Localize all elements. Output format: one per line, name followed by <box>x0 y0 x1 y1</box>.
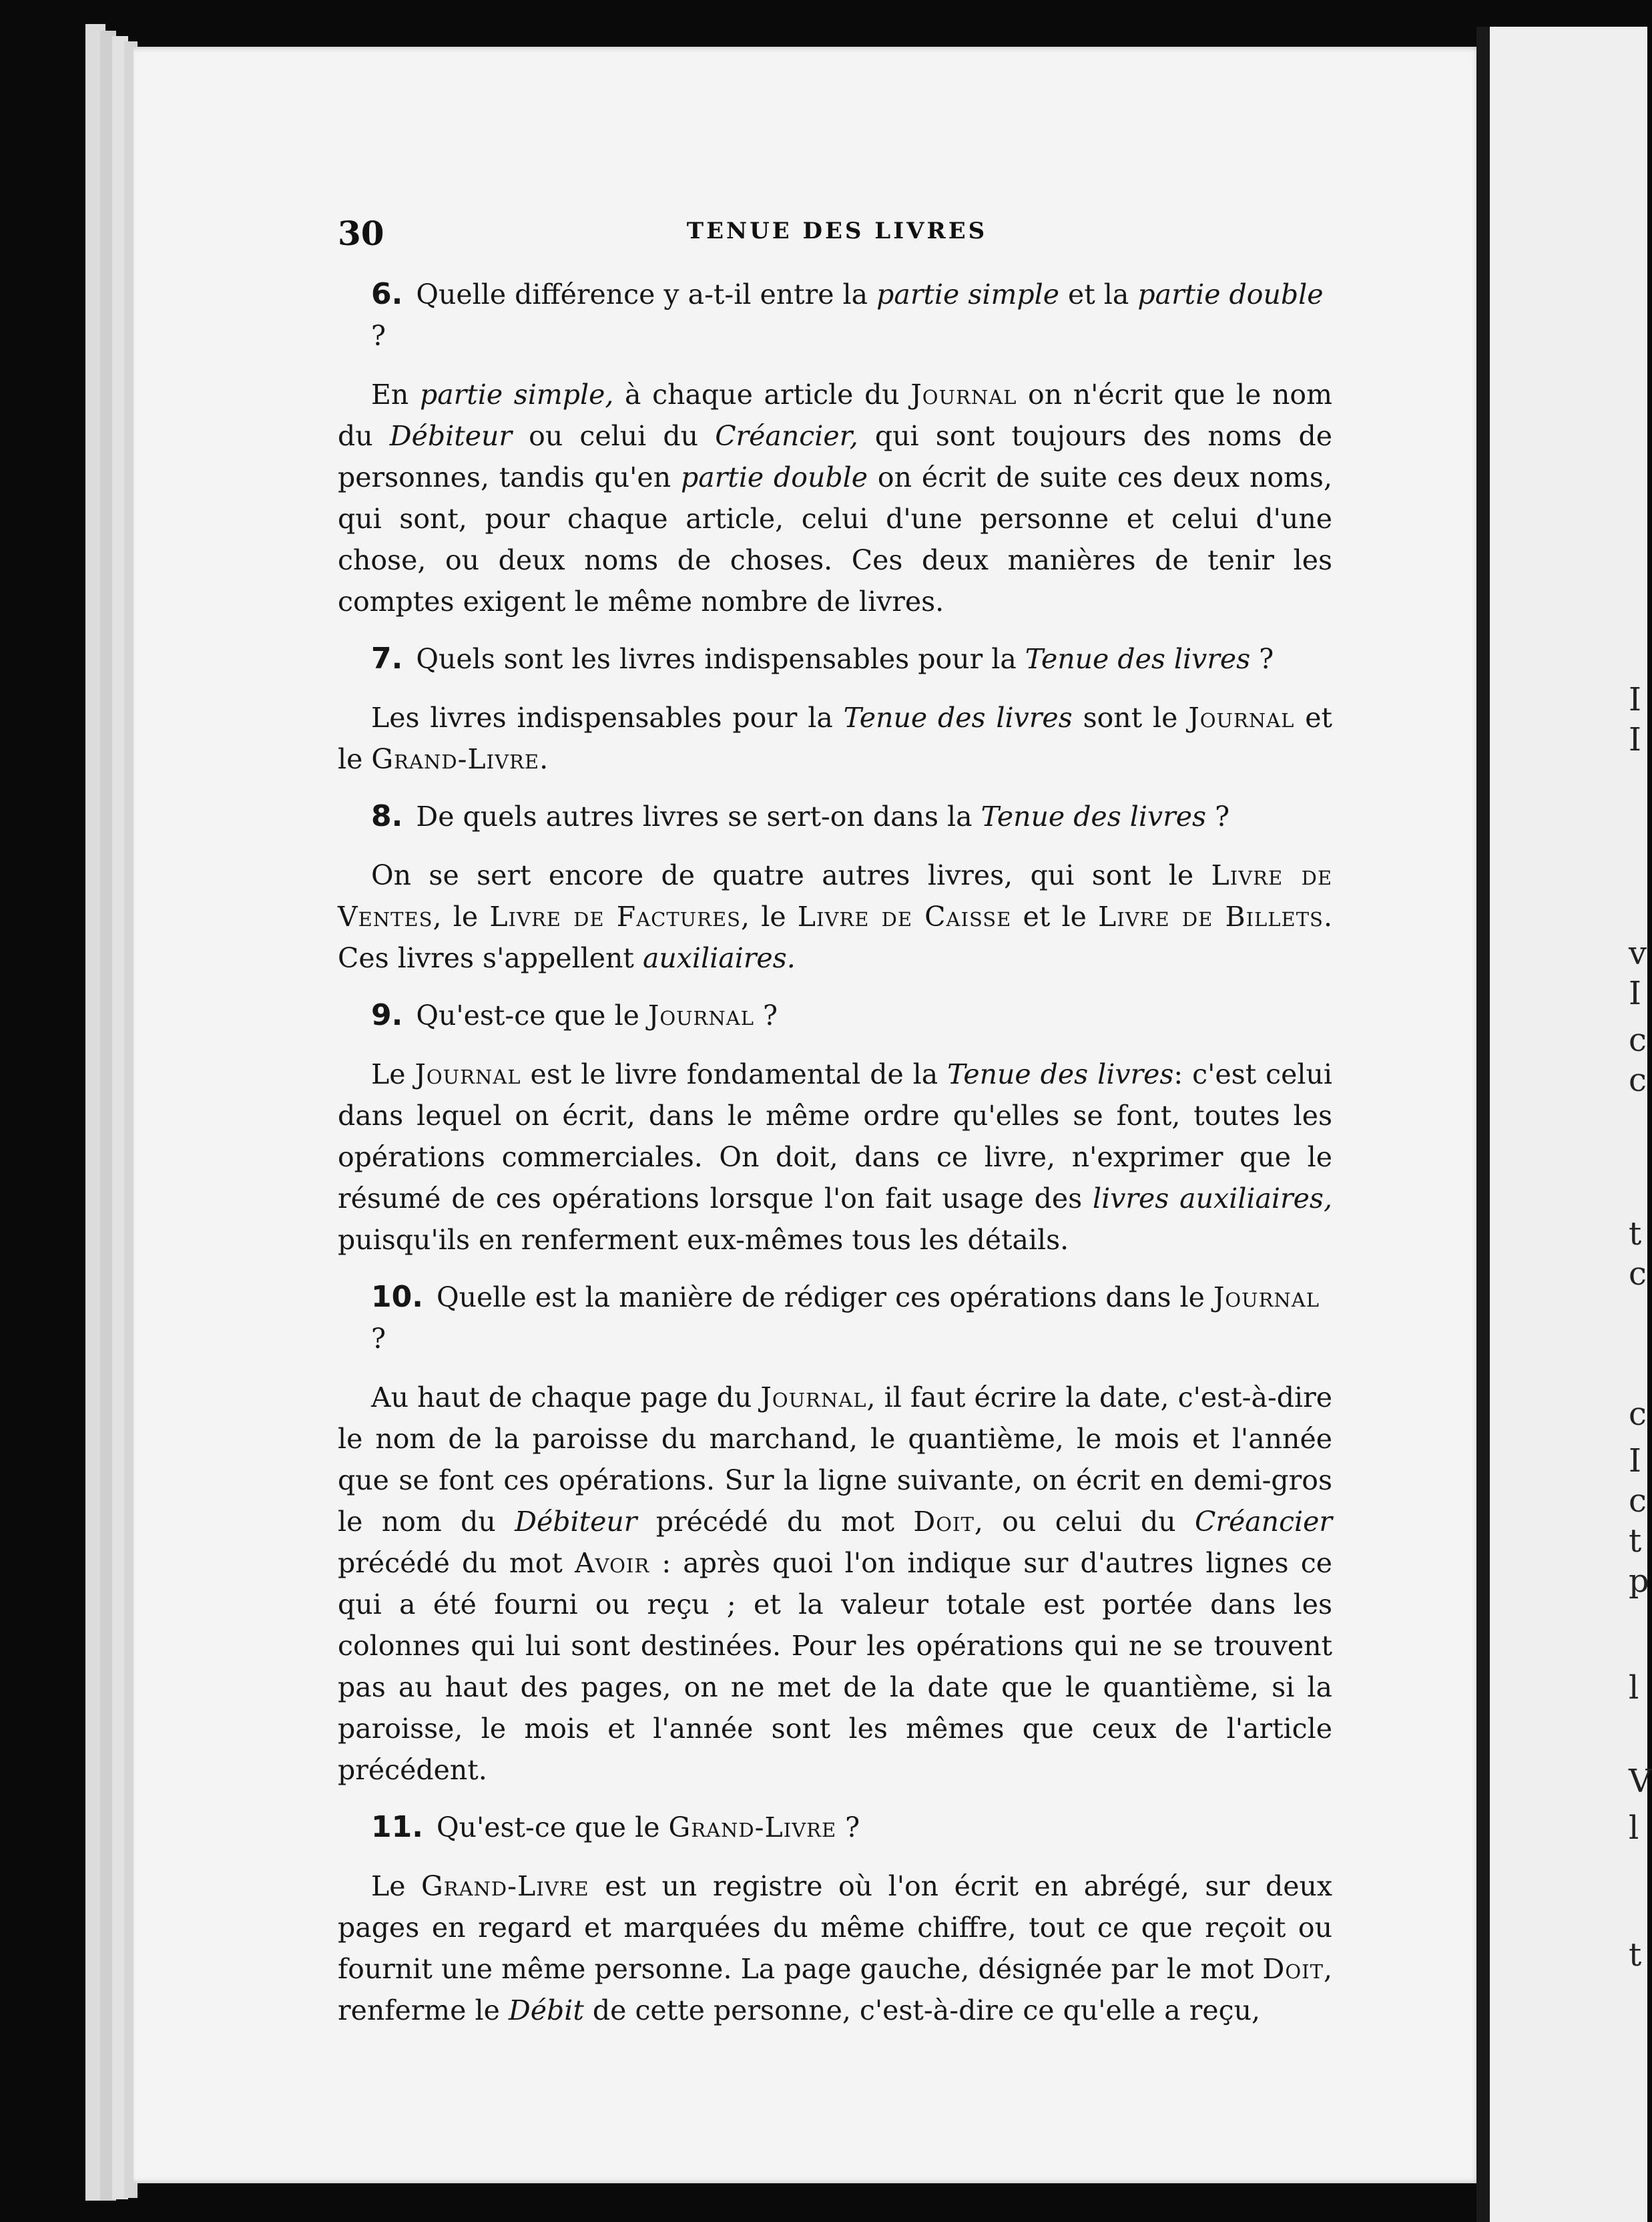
question-number: 8. <box>371 799 403 833</box>
facing-page-letter: c <box>1629 1255 1647 1293</box>
answer: Les livres indispensables pour la Tenue des livres sont le Journal et le Grand-Livre. <box>338 702 1332 775</box>
small-caps-term: Journal <box>647 999 754 1032</box>
small-caps-term: Grand-Livre <box>668 1811 837 1843</box>
question: 7. Quels sont les livres indispensables pour la Tenue des livres ? <box>371 642 1274 676</box>
small-caps-term: Journal <box>760 1381 867 1413</box>
italic-term: Débit <box>508 1994 584 2026</box>
facing-page-letter: I <box>1629 1442 1641 1480</box>
italic-term: Tenue des livres <box>947 1058 1174 1090</box>
answer: Le Grand-Livre est un registre où l'on écrit en abrégé, sur deux pages en regard et marquées du même chiffre, tout ce que reçoit ou fournit une même personne. La page gauche, désignée par le mot Doit, renferme le Débit de cette personne, c'est-à-dire ce qu'elle a reçu, <box>338 1870 1333 2026</box>
italic-term: Débiteur <box>515 1506 637 1538</box>
italic-term: Débiteur <box>389 420 513 452</box>
italic-term: Créancier <box>1194 1506 1333 1538</box>
small-caps-term: Avoir <box>575 1547 650 1579</box>
facing-page-letter: c <box>1629 1022 1647 1059</box>
italic-term: partie double <box>681 461 868 493</box>
facing-page-letter: t <box>1629 1936 1642 1974</box>
question-number: 10. <box>371 1280 423 1314</box>
facing-page-letter: v <box>1629 935 1647 972</box>
question: 10. Quelle est la manière de rédiger ces opérations dans le Journal ? <box>371 1280 1320 1355</box>
italic-term: partie simple, <box>419 379 614 411</box>
question: 6. Quelle différence y a-t-il entre la partie simple et la partie double ? <box>371 277 1324 352</box>
small-caps-term: Journal <box>1213 1281 1320 1313</box>
italic-term: livres auxiliaires, <box>1093 1182 1332 1214</box>
small-caps-term: Livre de Caisse <box>797 901 1012 933</box>
italic-term: Tenue des livres <box>981 801 1207 833</box>
answer: Au haut de chaque page du Journal, il faut écrire la date, c'est-à-dire le nom de la paroisse du marchand, le quantième, le mois et l'année que se font ces opérations. Sur la ligne suivante, on écrit en demi-gros le nom du Débiteur précédé du mot Doit, ou celui du Créancier précédé du mot Avoir : après quoi l'on indique sur d'autres lignes ce qui a été fourni ou reçu ; et la valeur totale est portée dans les colonnes qui lui sont destinées. Pour les opérations qui ne se trouvent pas au haut des pages, on ne met de la date que le quantième, si la paroisse, le mois et l'année sont les mêmes que ceux de l'article précédent. <box>338 1381 1333 1786</box>
facing-page-letter: I <box>1629 975 1641 1012</box>
answer: Le Journal est le livre fondamental de la Tenue des livres: c'est celui dans lequel on écrit, dans le même ordre qu'elles se font, toutes les opérations commerciales. On doit, dans ce livre, n'exprimer que le résumé de ces opérations lorsque l'on fait usage des livres auxiliaires, puisqu'ils en renferment eux-mêmes tous les détails. <box>338 1058 1333 1256</box>
facing-page-letter: V <box>1629 1763 1652 1800</box>
question-number: 7. <box>371 642 403 676</box>
facing-page-letter: l <box>1629 1809 1639 1847</box>
italic-term: partie double <box>1137 278 1324 310</box>
body-text <box>338 274 1332 2031</box>
question-number: 6. <box>371 277 403 311</box>
small-caps-term: Grand-Livre <box>421 1870 589 1902</box>
facing-page <box>1490 27 1647 2222</box>
facing-page-letter: c <box>1629 1482 1647 1520</box>
italic-term: auxiliaires. <box>642 942 796 974</box>
italic-term: Tenue des livres <box>1025 643 1251 675</box>
small-caps-term: Journal <box>415 1058 521 1090</box>
facing-page-letter: p <box>1629 1562 1649 1600</box>
running-title: TENUE DES LIVRES <box>686 218 988 244</box>
facing-page-letter: t <box>1629 1522 1642 1560</box>
small-caps-term: Livre de Factures <box>489 901 741 933</box>
small-caps-term: Livre de Ventes <box>338 859 1332 933</box>
facing-page-letter: l <box>1629 1669 1639 1707</box>
small-caps-term: Journal <box>910 379 1017 411</box>
facing-page-letter: c <box>1629 1062 1647 1099</box>
facing-page-letter: I <box>1629 681 1641 718</box>
small-caps-term: Doit <box>913 1506 975 1538</box>
question: 9. Qu'est-ce que le Journal ? <box>371 998 778 1032</box>
question-number: 11. <box>371 1810 423 1844</box>
facing-page-letter: t <box>1629 1215 1642 1253</box>
facing-page-letter: I <box>1629 721 1641 758</box>
question: 11. Qu'est-ce que le Grand-Livre ? <box>371 1810 860 1844</box>
italic-term: Tenue des livres <box>843 702 1073 734</box>
small-caps-term: Journal <box>1188 702 1295 734</box>
question-number: 9. <box>371 998 403 1032</box>
italic-term: Créancier, <box>715 420 858 452</box>
small-caps-term: Doit <box>1262 1953 1324 1985</box>
facing-page-letter: c <box>1629 1395 1647 1433</box>
small-caps-term: Livre de Billets <box>1098 901 1324 933</box>
answer: En partie simple, à chaque article du Journal on n'écrit que le nom du Débiteur ou celui du Créancier, qui sont toujours des noms de personnes, tandis qu'en partie double on écrit de suite ces deux noms, qui sont, pour chaque article, celui d'une personne et celui d'une chose, ou deux noms de choses. Ces deux manières de tenir les comptes exigent le même nombre de livres. <box>338 379 1333 618</box>
page-number: 30 <box>338 214 384 253</box>
small-caps-term: Grand-Livre <box>371 743 540 775</box>
page-header <box>338 214 1336 254</box>
answer: On se sert encore de quatre autres livres, qui sont le Livre de Ventes, le Livre de Factures, le Livre de Caisse et le Livre de Billets. Ces livres s'appellent auxiliaires. <box>338 859 1332 974</box>
question: 8. De quels autres livres se sert-on dans la Tenue des livres ? <box>371 799 1230 833</box>
italic-term: partie simple <box>876 278 1059 310</box>
